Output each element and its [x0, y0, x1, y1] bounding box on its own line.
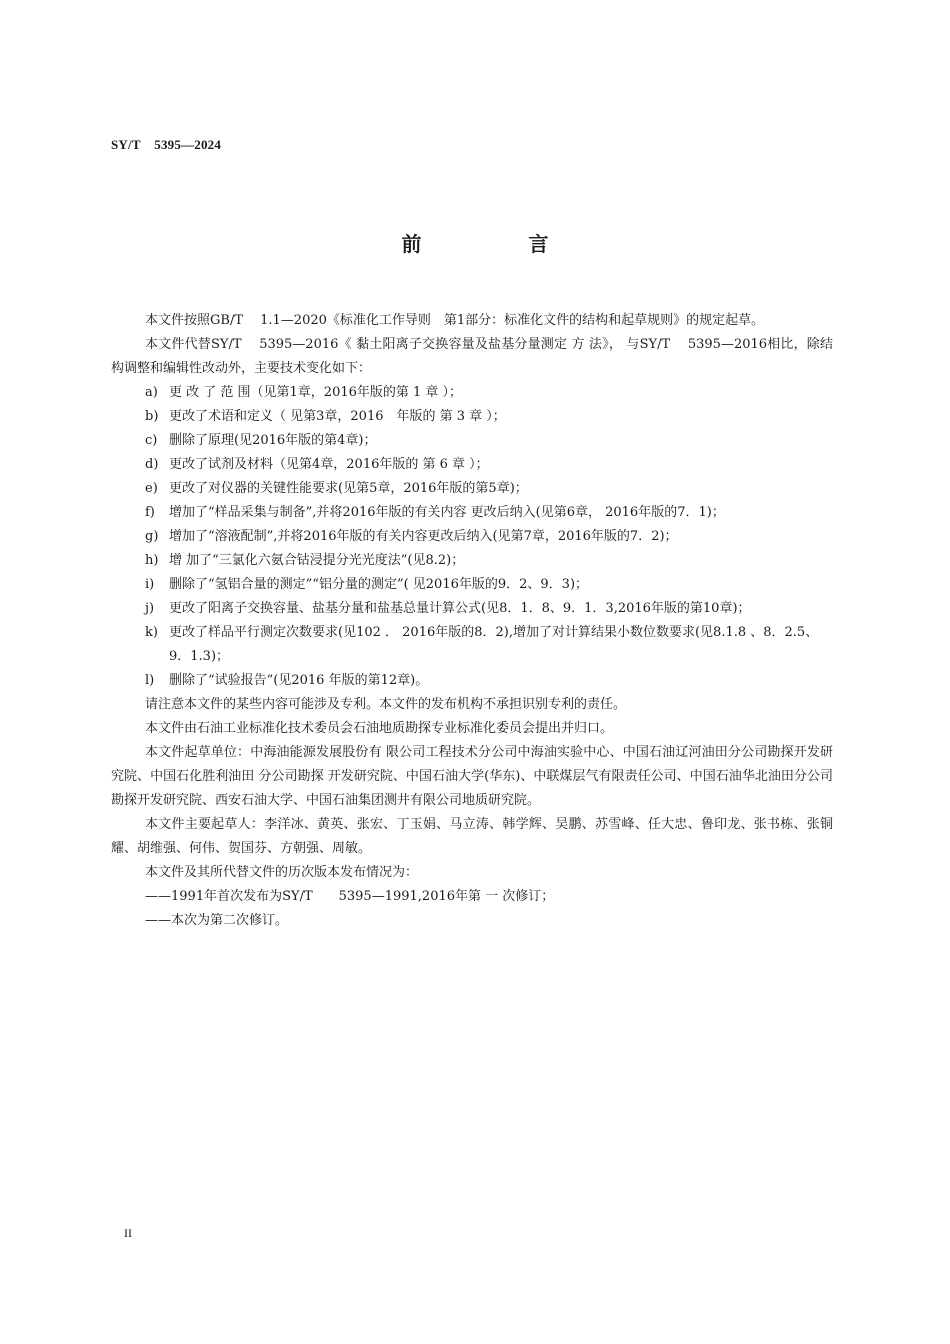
list-item — [111, 669, 833, 693]
changes-list — [111, 381, 833, 693]
list-item — [111, 573, 833, 597]
foreword-body — [111, 309, 833, 933]
paragraph-history-second: ——本次为第二次修订。 — [145, 913, 289, 928]
list-marker: l) — [145, 673, 155, 688]
list-item-text: 更改了阳离子交换容量、盐基分量和盐基总量计算公式(见8．1．8、9．1．3,2016年版的第10章)； — [169, 601, 751, 616]
list-item — [111, 549, 833, 573]
list-item-text: 增加了“溶液配制”,并将2016年版的有关内容更改后纳入(见第7章，2016年版的7．2)； — [169, 529, 678, 544]
page-number: II — [124, 1226, 132, 1240]
list-item — [111, 381, 833, 405]
list-item-text: 更改了术语和定义（ 见第3章，2016 年版的 第 3 章 ）； — [169, 409, 506, 424]
list-item — [111, 597, 833, 621]
paragraph-patent-notice: 请注意本文件的某些内容可能涉及专利。本文件的发布机构不承担识别专利的责任。 — [145, 697, 627, 712]
list-marker: j) — [145, 601, 155, 616]
paragraph-history-first: ——1991年首次发布为SY/T 5395—1991,2016年第 一 次修订； — [145, 889, 555, 904]
paragraph-drafting-rules: 本文件按照GB/T 1.1—2020《标准化工作导则 第1部分：标准化文件的结构和起草规则》的规定起草。 — [145, 313, 765, 328]
list-marker: f) — [145, 505, 155, 520]
page-title: 前 言 — [401, 232, 599, 256]
list-item-text: 增 加了“三氯化六氨合钴浸提分光光度法”(见8.2)； — [169, 553, 465, 568]
list-item-text: 更改了对仪器的关键性能要求(见第5章，2016年版的第5章)； — [169, 481, 528, 496]
list-item — [111, 621, 833, 669]
list-item — [111, 405, 833, 429]
document-code: SY/T 5395—2024 — [111, 137, 222, 152]
list-marker: a) — [145, 385, 158, 400]
list-item-text: 删除了原理(见2016年版的第4章)； — [169, 433, 377, 448]
list-item — [111, 501, 833, 525]
list-item-text: 删除了“氢铝合量的测定”“铝分量的测定”( 见2016年版的9．2、9．3)； — [169, 577, 589, 592]
list-item — [111, 525, 833, 549]
paragraph-drafting-units: 本文件起草单位：中海油能源发展股份有 限公司工程技术分公司中海油实验中心、中国石油辽河油田分公司勘探开发研究院、中国石化胜利油田 分公司勘探 开发研究院、中国石油大学(华东)、中联煤层气有限责任公司、中国石油华北油田分公司勘探开发研究院、西安石油大学、中国石油集团测井有限公司地质研究院。 — [111, 745, 833, 808]
paragraph-proposer: 本文件由石油工业标准化技术委员会石油地质勘探专业标准化委员会提出并归口。 — [145, 721, 614, 736]
list-marker: c) — [145, 433, 158, 448]
list-marker: d) — [145, 457, 159, 472]
list-marker: i) — [145, 577, 155, 592]
list-item-text: 更改了试剂及材料（见第4章，2016年版的 第 6 章 ）； — [169, 457, 489, 472]
list-item — [111, 453, 833, 477]
list-marker: h) — [145, 553, 159, 568]
list-item — [111, 429, 833, 453]
paragraph-history-intro: 本文件及其所代替文件的历次版本发布情况为： — [145, 865, 419, 880]
paragraph-drafters: 本文件主要起草人：李洋冰、黄英、张宏、丁玉娟、马立涛、韩学辉、吴鹏、苏雪峰、任大忠、鲁印龙、张书栋、张铜耀、胡维强、何伟、贺国芬、方朝强、周敏。 — [111, 817, 833, 856]
list-marker: k) — [145, 625, 158, 640]
list-marker: e) — [145, 481, 158, 496]
paragraph-replacement: 本文件代替SY/T 5395—2016《 黏土阳离子交换容量及盐基分量测定 方 法》， 与SY/T 5395—2016相比，除结构调整和编辑性改动外，主要技术变化如下： — [111, 337, 833, 376]
list-item-text: 删除了“试验报告”(见2016 年版的第12章)。 — [169, 673, 429, 688]
list-item-text: 更 改 了 范 围（见第1章，2016年版的第 1 章 ）； — [169, 385, 463, 400]
list-marker: g) — [145, 529, 159, 544]
list-item-text: 更改了样品平行测定次数要求(见102 ． 2016年版的8．2),增加了对计算结果小数位数要求(见8.1.8 、8．2.5、9．1.3)； — [169, 625, 819, 664]
list-marker: b) — [145, 409, 159, 424]
list-item-text: 增加了“样品采集与制备”,并将2016年版的有关内容 更改后纳入(见第6章， 2016年版的7．1)； — [169, 505, 725, 520]
list-item — [111, 477, 833, 501]
